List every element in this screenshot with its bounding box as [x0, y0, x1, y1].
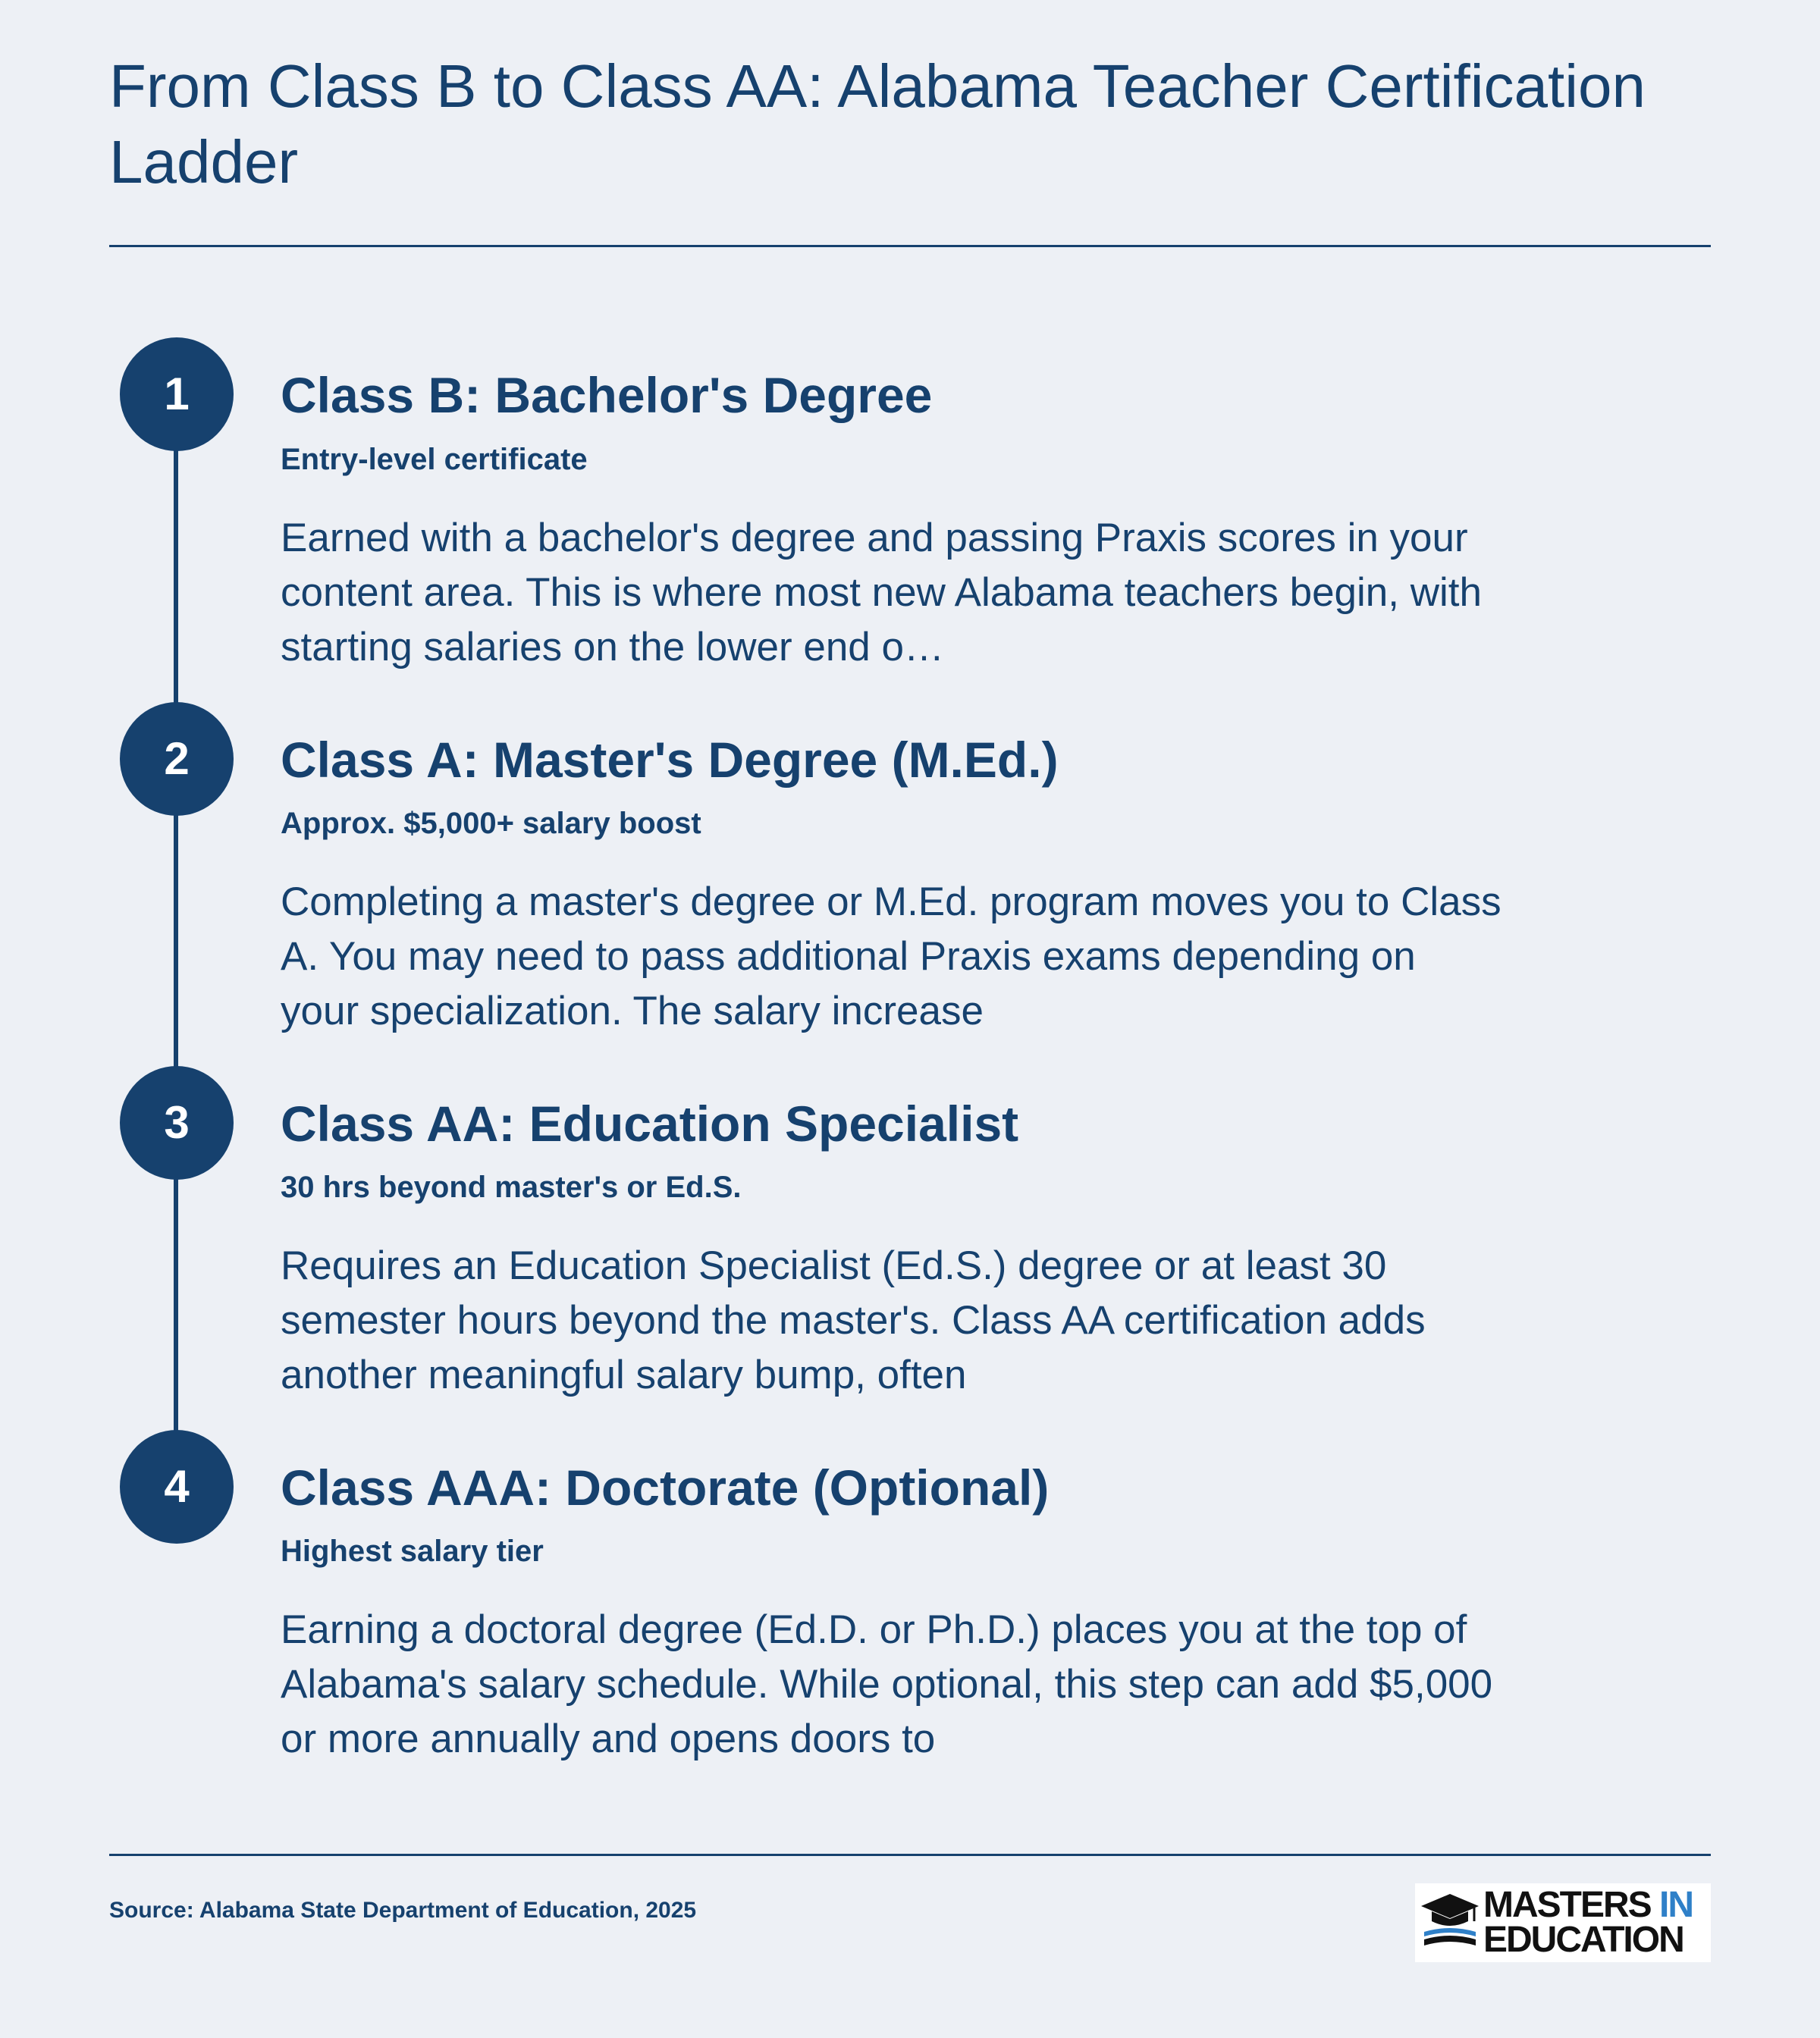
step-1-subtitle: Entry-level certificate [281, 443, 588, 476]
footer-divider [109, 1854, 1711, 1856]
step-3-description: Requires an Education Specialist (Ed.S.) degree or at least 30 semester hours beyond the master's. Class AA certification adds another meaningful salary bump, often [281, 1243, 1426, 1397]
header-divider [109, 245, 1711, 247]
step-1-title: Class B: Bachelor's Degree [281, 367, 933, 423]
step-3-title: Class AA: Education Specialist [281, 1096, 1019, 1152]
source-note: Source: Alabama State Department of Education, 2025 [109, 1898, 697, 1923]
logo-line-1 [1483, 1885, 1693, 1925]
page-title: From Class B to Class AA: Alabama Teacher Certification Ladder [109, 52, 1646, 196]
graduation-cap-books-icon [1420, 1891, 1480, 1955]
step-4-number-badge: 4 [120, 1430, 234, 1544]
ladder-connector-line [174, 394, 178, 1486]
step-2-subtitle: Approx. $5,000+ salary boost [281, 807, 701, 840]
step-3-subtitle: 30 hrs beyond master's or Ed.S. [281, 1171, 742, 1204]
step-4-subtitle: Highest salary tier [281, 1535, 544, 1568]
masters-in-education-logo [1415, 1883, 1711, 1962]
logo-word-masters: MASTERS [1483, 1885, 1651, 1925]
step-3-number-badge: 3 [120, 1066, 234, 1180]
step-4-title: Class AAA: Doctorate (Optional) [281, 1460, 1050, 1516]
logo-word-in: IN [1659, 1885, 1693, 1925]
step-1-description: Earned with a bachelor's degree and passing Praxis scores in your content area. This is where most new Alabama teachers begin, with starting salaries on the lower end o… [281, 516, 1482, 669]
logo-wordmark [1483, 1885, 1693, 1960]
step-2-title: Class A: Master's Degree (M.Ed.) [281, 732, 1059, 788]
step-4-description: Earning a doctoral degree (Ed.D. or Ph.D.) places you at the top of Alabama's salary schedule. While optional, this step can add $5,000 or more annually and opens doors to [281, 1607, 1493, 1761]
logo-line-2: EDUCATION [1483, 1920, 1684, 1960]
step-1-number-badge: 1 [120, 337, 234, 451]
step-2-description: Completing a master's degree or M.Ed. program moves you to Class A. You may need to pass additional Praxis exams depending on your specialization. The salary increase [281, 879, 1502, 1033]
step-2-number-badge: 2 [120, 702, 234, 816]
